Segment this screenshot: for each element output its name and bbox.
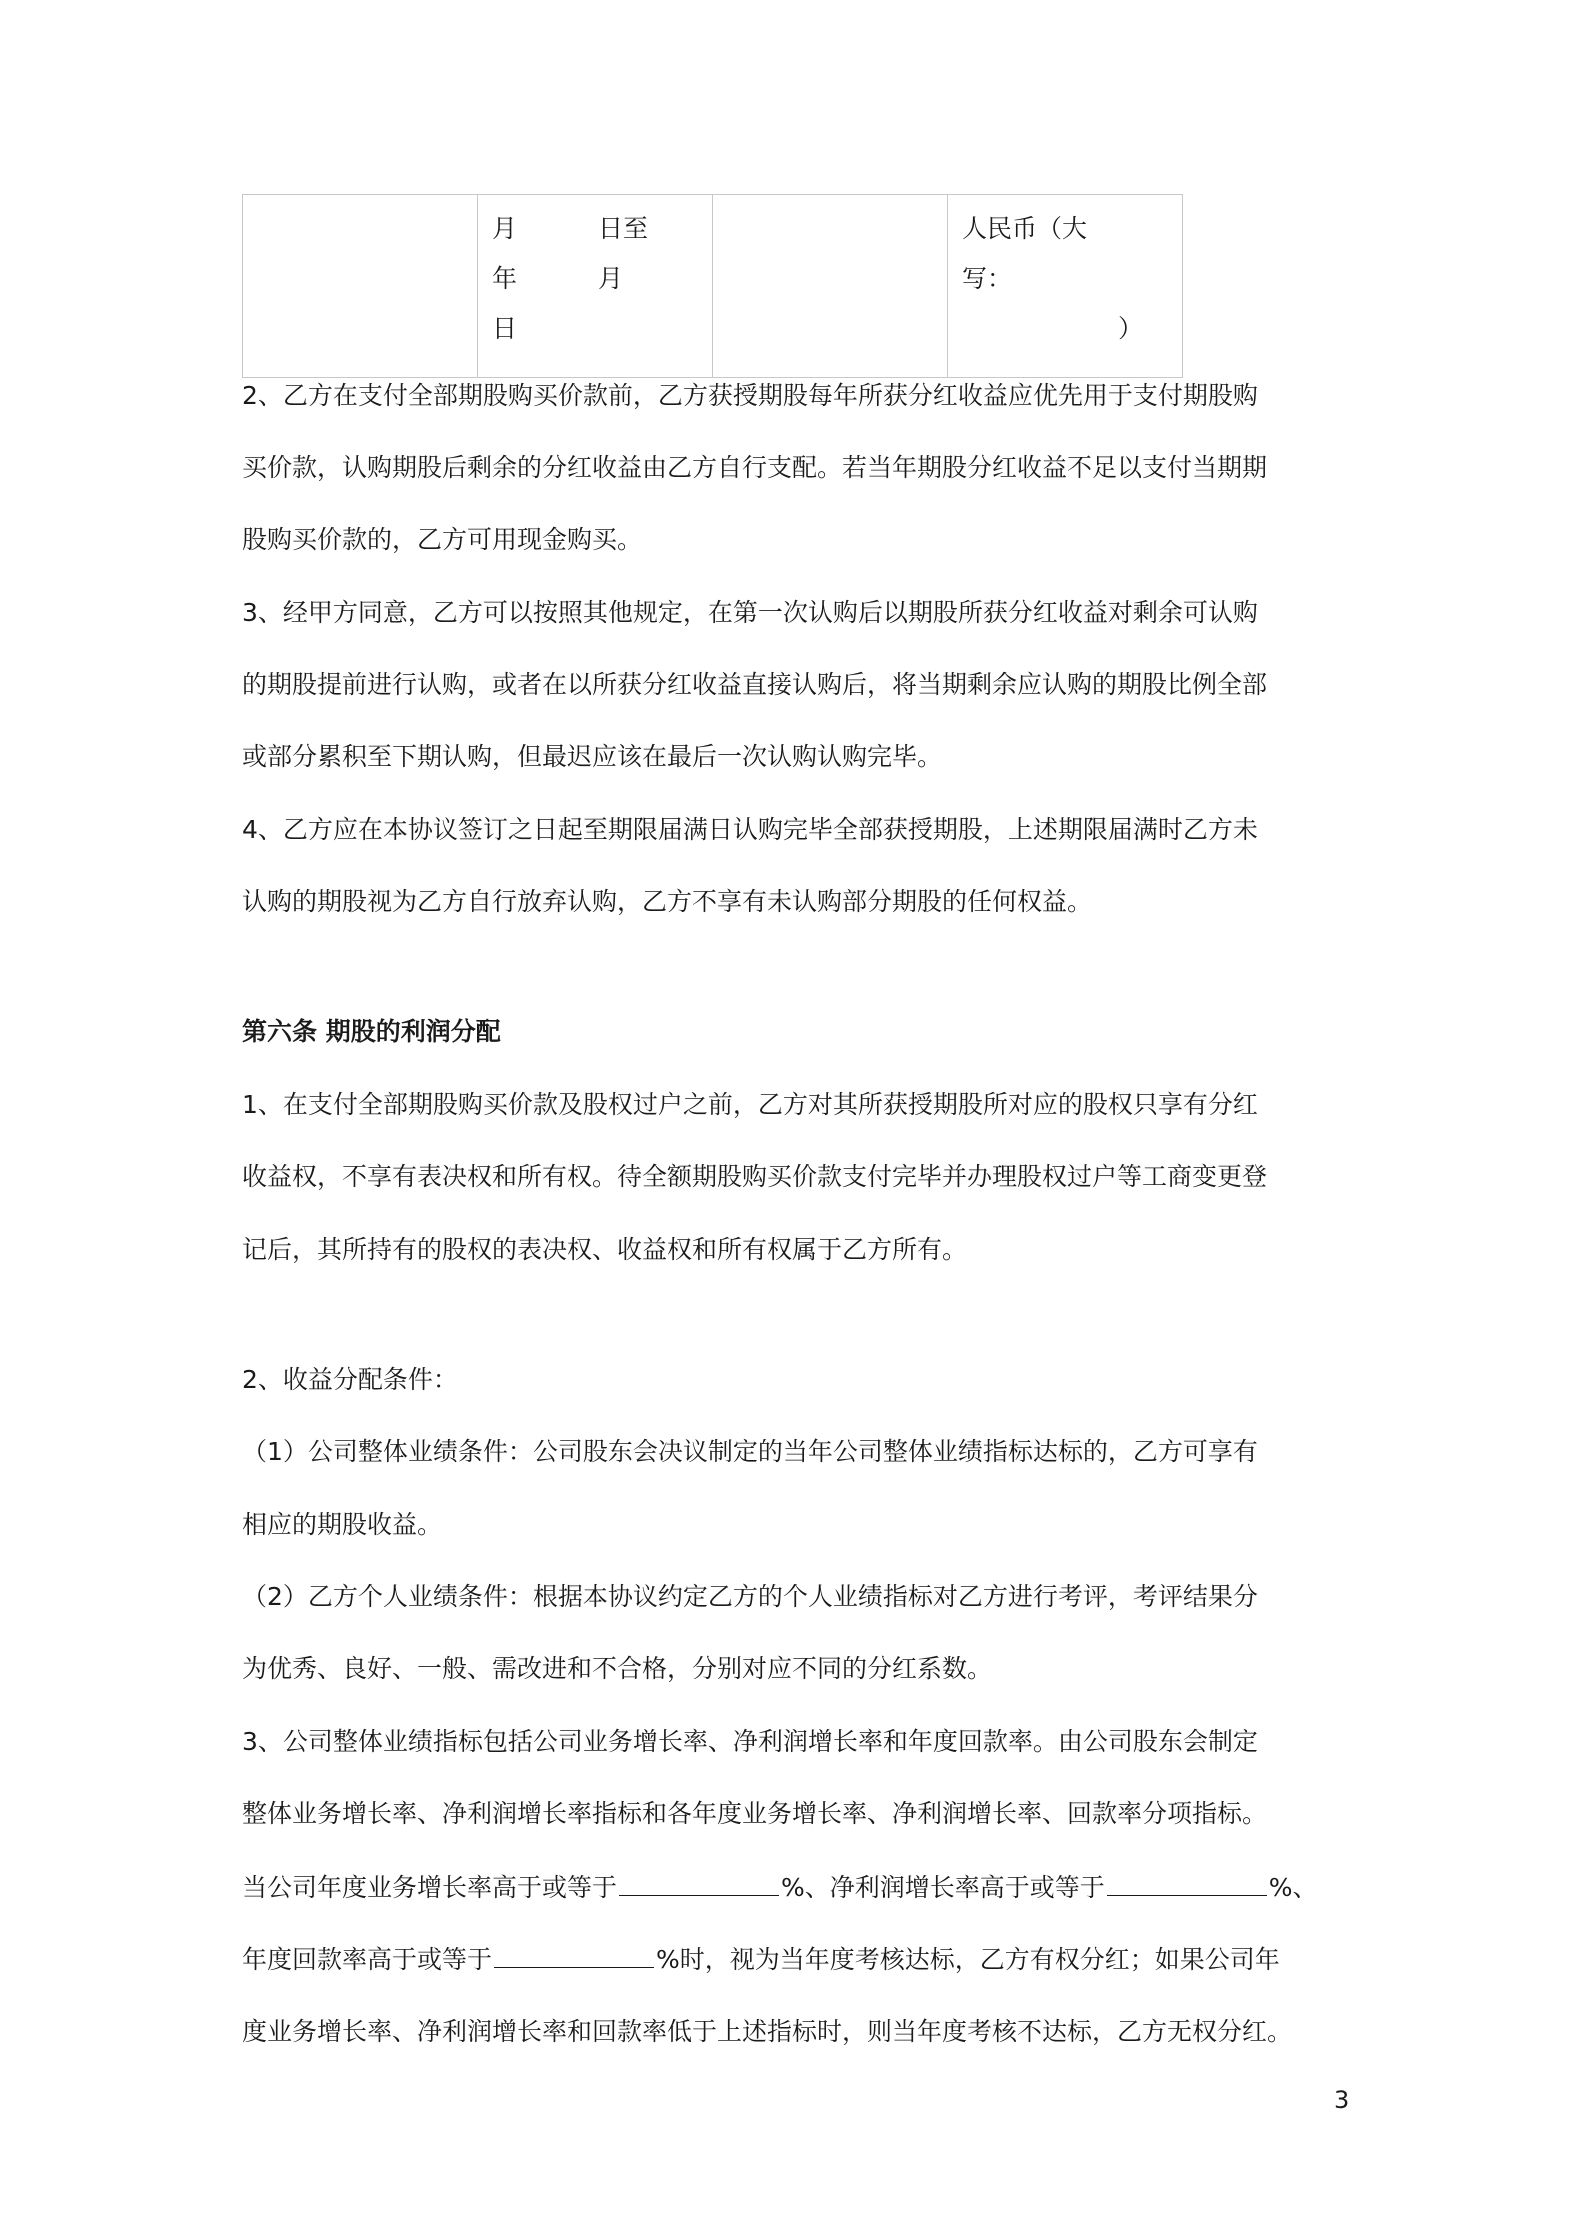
paragraph-line: 为优秀、良好、一般、需改进和不合格，分别对应不同的分红系数。 <box>242 1654 993 1683</box>
paragraph-line: 度业务增长率、净利润增长率和回款率低于上述指标时，则当年度考核不达标，乙方无权分红。 <box>242 2017 1293 2046</box>
paragraph-line: 买价款，认购期股后剩余的分红收益由乙方自行支配。若当年期股分红收益不足以支付当期期 <box>242 453 1268 482</box>
fill-in-blank[interactable] <box>619 1869 779 1896</box>
text-segment: %时，视为当年度考核达标，乙方有权分红；如果公司年 <box>656 1945 1280 1974</box>
date-year: 年 <box>492 264 518 293</box>
paragraph-line: 4、乙方应在本协议签订之日起至期限届满日认购完毕全部获授期股，上述期限届满时乙方未 <box>242 815 1258 844</box>
paragraph-line: 相应的期股收益。 <box>242 1510 443 1539</box>
table-cell-1 <box>243 195 478 378</box>
date-day: 日 <box>492 314 518 343</box>
table-cell-2 <box>478 195 713 378</box>
section-heading: 第六条 期股的利润分配 <box>242 1017 501 1046</box>
table-cell-4 <box>948 195 1183 378</box>
table-row <box>243 195 1183 378</box>
paragraph-line: 记后，其所持有的股权的表决权、收益权和所有权属于乙方所有。 <box>242 1235 968 1264</box>
paragraph-line-with-blanks <box>242 1941 1280 1978</box>
paragraph-line: 的期股提前进行认购，或者在以所获分红收益直接认购后，将当期剩余应认购的期股比例全部 <box>242 670 1268 699</box>
paragraph-line: 3、经甲方同意，乙方可以按照其他规定，在第一次认购后以期股所获分红收益对剩余可认购 <box>242 598 1258 627</box>
table-cell-3 <box>713 195 948 378</box>
paragraph-line: 1、在支付全部期股购买价款及股权过户之前，乙方对其所获授期股所对应的股权只享有分红 <box>242 1090 1258 1119</box>
paragraph-line: 整体业务增长率、净利润增长率指标和各年度业务增长率、净利润增长率、回款率分项指标。 <box>242 1799 1268 1828</box>
paragraph-line: （2）乙方个人业绩条件：根据本协议约定乙方的个人业绩指标对乙方进行考评，考评结果分 <box>242 1582 1258 1611</box>
date-month-2: 月 <box>598 264 624 293</box>
text-segment: %、 <box>1268 1873 1318 1902</box>
text-segment: 当公司年度业务增长率高于或等于 <box>242 1873 618 1902</box>
text-segment: 年度回款率高于或等于 <box>242 1945 493 1974</box>
paragraph-line: （1）公司整体业绩条件：公司股东会决议制定的当年公司整体业绩指标达标的，乙方可享有 <box>242 1437 1258 1466</box>
rmb-label: 人民币（大 <box>962 214 1088 243</box>
date-month: 月 <box>492 214 518 243</box>
date-day-to: 日至 <box>598 214 649 243</box>
fill-in-blank[interactable] <box>494 1941 654 1968</box>
continuation-table <box>242 194 1183 378</box>
page-number: 3 <box>1334 2086 1350 2114</box>
rmb-write-label: 写： <box>962 264 1013 293</box>
paragraph-line: 认购的期股视为乙方自行放弃认购，乙方不享有未认购部分期股的任何权益。 <box>242 887 1093 916</box>
rmb-close-paren: ） <box>1118 314 1144 343</box>
paragraph-line: 股购买价款的，乙方可用现金购买。 <box>242 525 643 554</box>
fill-in-blank[interactable] <box>1107 1869 1267 1896</box>
text-segment: %、净利润增长率高于或等于 <box>781 1873 1105 1902</box>
paragraph-line: 收益权，不享有表决权和所有权。待全额期股购买价款支付完毕并办理股权过户等工商变更登 <box>242 1162 1268 1191</box>
paragraph-line: 2、收益分配条件： <box>242 1365 458 1394</box>
paragraph-line: 3、公司整体业绩指标包括公司业务增长率、净利润增长率和年度回款率。由公司股东会制定 <box>242 1727 1258 1756</box>
paragraph-line: 或部分累积至下期认购，但最迟应该在最后一次认购认购完毕。 <box>242 742 943 771</box>
paragraph-line-with-blanks <box>242 1869 1318 1906</box>
paragraph-line: 2、乙方在支付全部期股购买价款前，乙方获授期股每年所获分红收益应优先用于支付期股购 <box>242 381 1258 410</box>
